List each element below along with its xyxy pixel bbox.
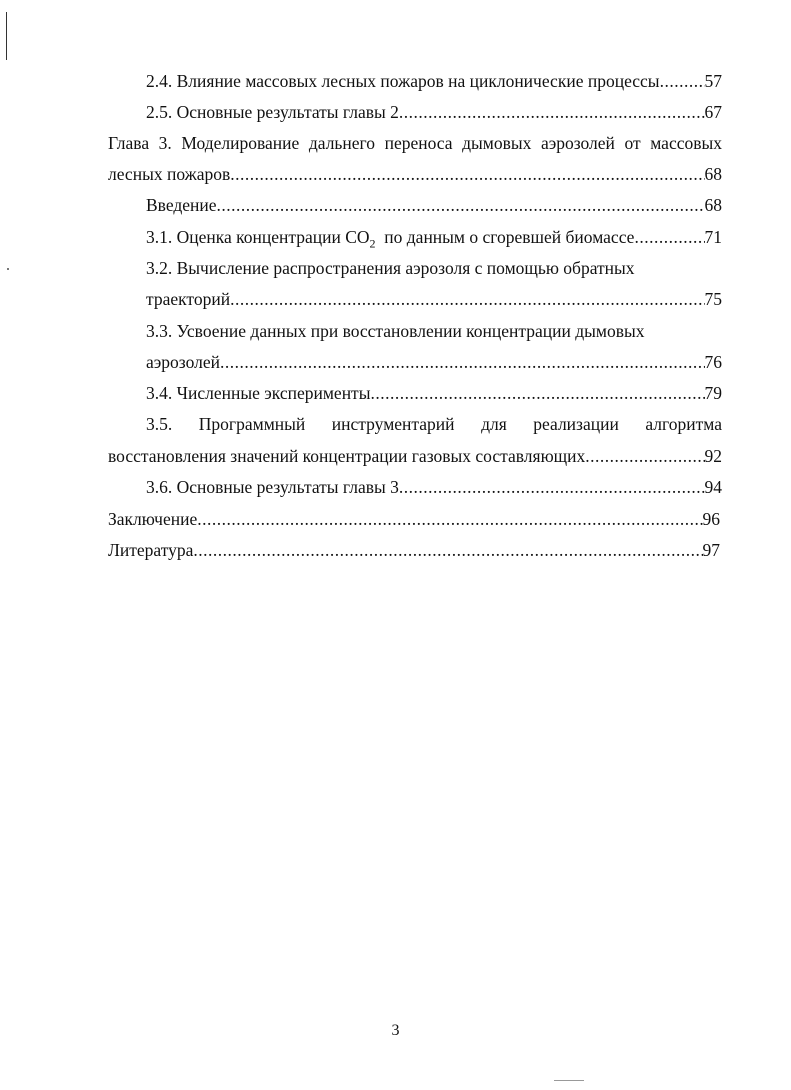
- toc-entry-3-2-line1: [146, 257, 722, 279]
- toc-leader-dots: [220, 351, 705, 373]
- toc-entry-3-1: [146, 226, 722, 255]
- toc-entry-title: Заключение: [108, 509, 198, 529]
- toc-entry-title: Глава 3. Моделирование дальнего переноса дымовых аэрозолей от массовых: [108, 133, 722, 153]
- toc-entry-title-continued: восстановления значений концентрации газовых составляющих: [108, 446, 586, 466]
- toc-entry-title-continued: лесных пожаров: [108, 164, 231, 184]
- scan-footer-mark: [554, 1080, 584, 1081]
- toc-page-number: 75: [704, 289, 722, 309]
- toc-entry-references: [108, 539, 720, 561]
- toc-entry-3-4: [146, 382, 722, 404]
- toc-leader-dots: [217, 194, 705, 216]
- toc-leader-dots: [230, 288, 704, 310]
- toc-entry-title-continued: траекторий: [146, 289, 231, 309]
- toc-entry-chapter-3-line2: [108, 163, 722, 185]
- toc-entry-3-5-line1: [146, 413, 722, 435]
- toc-page-number: 57: [704, 71, 722, 91]
- toc-page-number: 97: [702, 540, 720, 560]
- toc-page-number: 79: [704, 383, 722, 403]
- toc-entry-title: Введение: [146, 195, 217, 215]
- toc-entry-2-5: [146, 101, 722, 123]
- toc-entry-title: 3.3. Усвоение данных при восстановлении концентрации дымовых: [146, 321, 645, 341]
- toc-leader-dots: [399, 476, 705, 498]
- toc-page-number: 94: [704, 477, 722, 497]
- toc-leader-dots: [585, 445, 704, 467]
- toc-entry-3-3-line1: [146, 320, 722, 342]
- toc-entry-conclusion: [108, 508, 720, 530]
- toc-entry-3-3-line2: [146, 351, 722, 373]
- toc-entry-title-part: 3.1. Оценка концентрации СО: [146, 227, 370, 247]
- toc-leader-dots: [370, 382, 704, 404]
- toc-entry-title: Литература: [108, 540, 194, 560]
- toc-entry-title: 2.4. Влияние массовых лесных пожаров на циклонические процессы: [146, 71, 660, 91]
- toc-entry-title: 3.6. Основные результаты главы 3: [146, 477, 399, 497]
- toc-entry-title-continued: аэрозолей: [146, 352, 220, 372]
- toc-entry-title: 2.5. Основные результаты главы 2: [146, 102, 399, 122]
- subscript-2: 2: [369, 236, 376, 251]
- toc-entry-2-4: [146, 70, 722, 92]
- toc-leader-dots: [193, 539, 702, 561]
- page-number: 3: [391, 1022, 400, 1039]
- toc-entry-title: 3.4. Численные эксперименты: [146, 383, 371, 403]
- scan-speck: [7, 268, 9, 270]
- scan-edge-mark: [6, 12, 7, 60]
- toc-entry-3-5-line2: [108, 445, 722, 467]
- toc-entry-title: 3.2. Вычисление распространения аэрозоля с помощью обратных: [146, 258, 635, 278]
- toc-leader-dots: [197, 508, 702, 530]
- toc-entry-title-part: по данным о сгоревшей биомассе: [375, 227, 635, 247]
- toc-leader-dots: [399, 101, 705, 123]
- toc-leader-dots: [660, 70, 705, 92]
- toc-page-number: 92: [704, 446, 722, 466]
- toc-entry-chapter-3-line1: [108, 132, 722, 154]
- toc-page-number: 68: [704, 195, 722, 215]
- toc-page-number: 96: [702, 509, 720, 529]
- toc-leader-dots: [230, 163, 704, 185]
- toc-leader-dots: [634, 226, 704, 248]
- toc-entry-title: 3.5. Программный инструментарий для реализации алгоритма: [146, 414, 722, 434]
- toc-page-number: 68: [704, 164, 722, 184]
- toc-entry-3-6: [146, 476, 722, 498]
- toc-page-number: 71: [704, 227, 722, 247]
- toc-page-number: 76: [704, 352, 722, 372]
- toc-entry-title: [146, 226, 634, 255]
- toc-page-number: 67: [704, 102, 722, 122]
- toc-entry-introduction: [146, 194, 722, 216]
- toc-entry-3-2-line2: [146, 288, 722, 310]
